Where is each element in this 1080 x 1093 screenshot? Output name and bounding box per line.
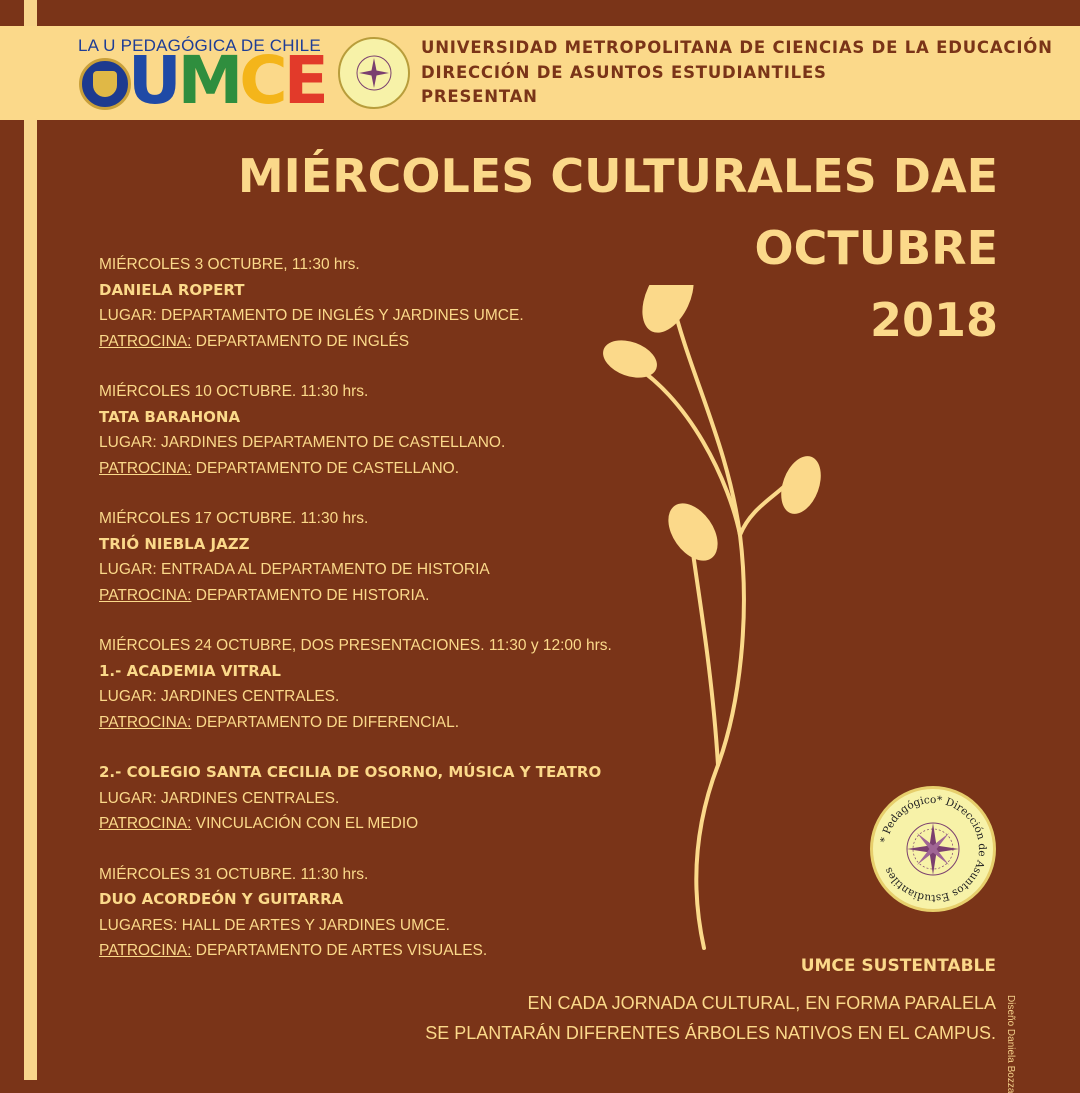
event-sponsor (99, 329, 612, 355)
sustainability-line: SE PLANTARÁN DIFERENTES ÁRBOLES NATIVOS EN EL CAMPUS. (425, 1023, 996, 1043)
dae-seal-small (338, 37, 410, 109)
university-crest-icon (79, 58, 131, 110)
event-date: MIÉRCOLES 17 OCTUBRE. 11:30 hrs. (99, 510, 369, 527)
logo-letter: M (177, 42, 240, 119)
event-sponsor (99, 456, 612, 482)
design-credit: Diseño Daniela Bozza (1005, 995, 1016, 1093)
event-sponsor (99, 583, 612, 609)
header-line-university: UNIVERSIDAD METROPOLITANA DE CIENCIAS DE LA EDUCACIÓN (421, 38, 1053, 57)
event-name: TRIÓ NIEBLA JAZZ (99, 534, 250, 553)
sponsor-value: VINCULACIÓN CON EL MEDIO (191, 815, 419, 832)
sponsor-label: PATROCINA: (99, 713, 192, 731)
event-date: MIÉRCOLES 31 OCTUBRE. 11:30 hrs. (99, 865, 369, 883)
event-name: DANIELA ROPERT (99, 280, 245, 299)
sponsor-label: PATROCINA: (99, 815, 192, 832)
event-name: TATA BARAHONA (99, 407, 241, 426)
sponsor-value: DEPARTAMENTO DE ARTES VISUALES. (191, 942, 488, 959)
logo-tagline: LA U PEDAGÓGICA DE CHILE (78, 36, 321, 55)
event-place: LUGAR: DEPARTAMENTO DE INGLÉS Y JARDINES UMCE. (99, 307, 524, 324)
event-list (99, 252, 612, 989)
event-name: 2.- COLEGIO SANTA CECILIA DE OSORNO, MÚSICA Y TEATRO (99, 763, 602, 781)
sponsor-value: DEPARTAMENTO DE INGLÉS (191, 332, 410, 350)
logo-letter: E (283, 42, 325, 119)
event-item (99, 760, 612, 837)
event-sponsor (99, 938, 612, 964)
event-date: MIÉRCOLES 3 OCTUBRE, 11:30 hrs. (99, 256, 360, 273)
event-place: LUGAR: JARDINES CENTRALES. (99, 789, 340, 807)
sponsor-label: PATROCINA: (99, 459, 192, 477)
compass-icon (340, 39, 408, 107)
logo-letter: U (128, 42, 178, 119)
header-line-direction: DIRECCIÓN DE ASUNTOS ESTUDIANTILES (421, 62, 827, 82)
sponsor-label: PATROCINA: (99, 942, 192, 959)
event-sponsor (99, 811, 612, 837)
header-line-presentan: PRESENTAN (421, 87, 538, 106)
event-date: MIÉRCOLES 10 OCTUBRE. 11:30 hrs. (99, 383, 369, 400)
title-line: MIÉRCOLES CULTURALES DAE (237, 149, 998, 203)
plant-illustration (600, 285, 830, 955)
event-place: LUGAR: ENTRADA AL DEPARTAMENTO DE HISTORIA (99, 561, 490, 578)
event-item (99, 379, 612, 481)
decorative-vertical-line (24, 0, 37, 1080)
event-name: 1.- ACADEMIA VITRAL (99, 661, 281, 680)
event-place: LUGAR: JARDINES DEPARTAMENTO DE CASTELLANO. (99, 434, 506, 451)
sponsor-label: PATROCINA: (99, 586, 192, 604)
sponsor-value: DEPARTAMENTO DE HISTORIA. (191, 586, 430, 604)
sustainability-line: EN CADA JORNADA CULTURAL, EN FORMA PARALELA (527, 993, 996, 1013)
event-item (99, 252, 612, 354)
title-line: 2018 (869, 293, 998, 347)
title-line: OCTUBRE (754, 221, 998, 275)
sustainability-text (425, 988, 996, 1048)
sustainability-title: UMCE SUSTENTABLE (800, 956, 996, 976)
sponsor-value: DEPARTAMENTO DE CASTELLANO. (191, 459, 460, 477)
event-place: LUGAR: JARDINES CENTRALES. (99, 688, 340, 705)
event-item (99, 633, 612, 735)
compass-icon (873, 789, 993, 909)
event-place: LUGARES: HALL DE ARTES Y JARDINES UMCE. (99, 916, 450, 934)
logo-letter: C (239, 42, 284, 119)
seal-text: * Pedagógico* Dirección de Asuntos Estudiantiles (878, 793, 989, 905)
sponsor-value: DEPARTAMENTO DE DIFERENCIAL. (191, 713, 460, 731)
event-sponsor (99, 710, 612, 736)
sponsor-label: PATROCINA: (99, 332, 192, 350)
header-text (421, 36, 1053, 110)
event-name: DUO ACORDEÓN Y GUITARRA (99, 890, 344, 908)
dae-seal (870, 786, 996, 912)
event-date: MIÉRCOLES 24 OCTUBRE, DOS PRESENTACIONES. 11:30 y 12:00 hrs. (99, 637, 612, 654)
event-item (99, 506, 612, 608)
event-item (99, 862, 612, 964)
